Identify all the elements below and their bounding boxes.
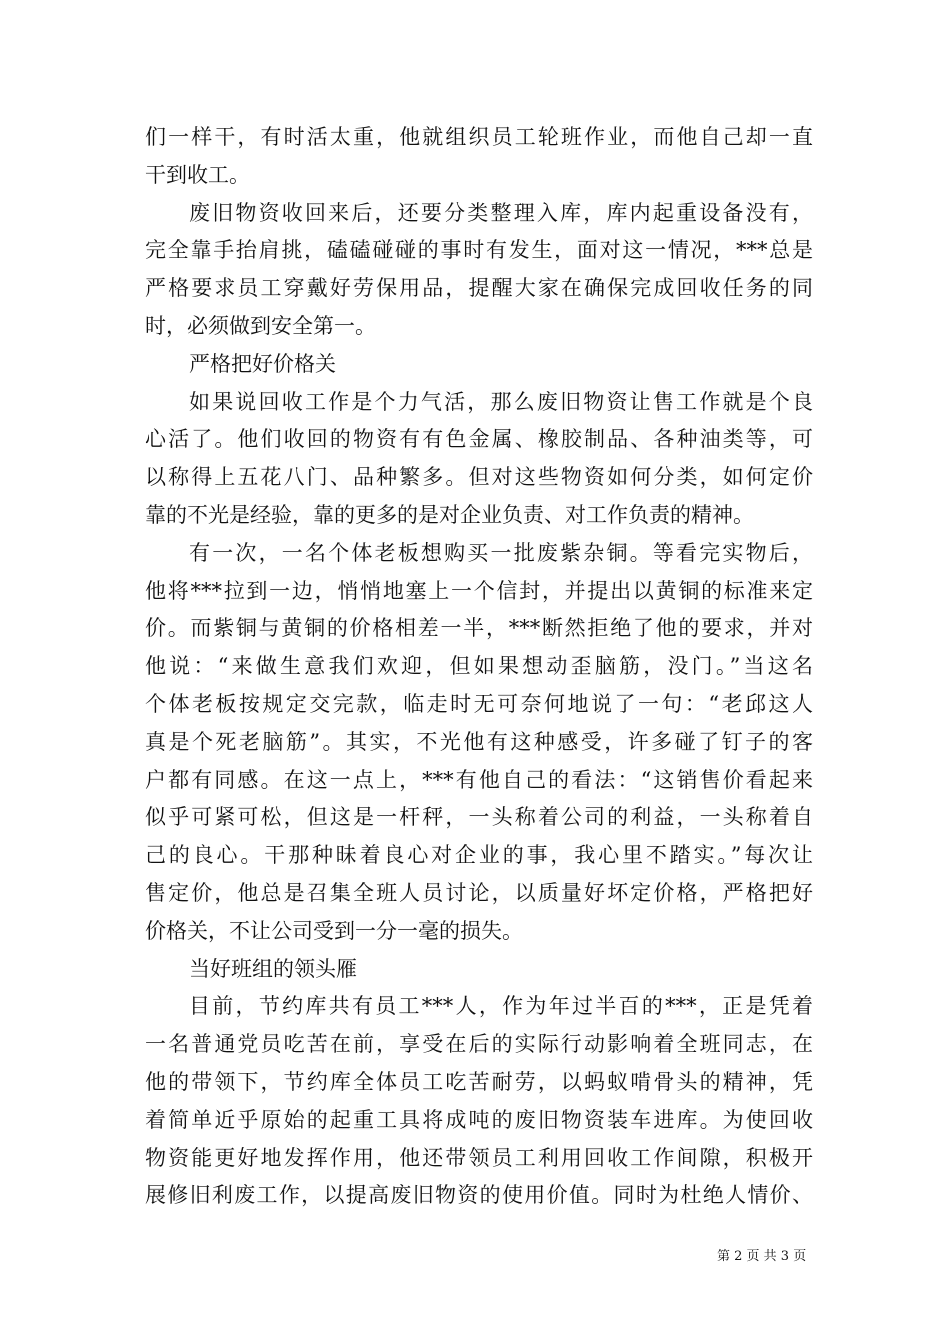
- text-line: 他说：“来做生意我们欢迎，但如果想动歪脑筋，没门。”当这名: [145, 654, 813, 679]
- text-line: 当好班组的领头雁: [189, 956, 357, 981]
- text-line: 如果说回收工作是个力气活，那么废旧物资让售工作就是个良: [189, 389, 813, 414]
- text-line: 价。而紫铜与黄铜的价格相差一半，***断然拒绝了他的要求，并对: [145, 616, 813, 641]
- text-line: 有一次，一名个体老板想购买一批废紫杂铜。等看完实物后，: [189, 540, 813, 565]
- text-line: 他将***拉到一边，悄悄地塞上一个信封，并提出以黄铜的标准来定: [145, 578, 813, 603]
- text-line: 似乎可紧可松，但这是一杆秤，一头称着公司的利益，一头称着自: [145, 805, 813, 830]
- text-line: 时，必须做到安全第一。: [145, 313, 376, 338]
- text-line: 他的带领下，节约库全体员工吃苦耐劳，以蚂蚁啃骨头的精神，凭: [145, 1069, 813, 1094]
- text-line: 严格要求员工穿戴好劳保用品，提醒大家在确保完成回收任务的同: [145, 276, 813, 301]
- text-line: 物资能更好地发挥作用，他还带领员工利用回收工作间隙，积极开: [145, 1145, 813, 1170]
- text-line: 目前，节约库共有员工***人，作为年过半百的***，正是凭着: [189, 994, 813, 1019]
- text-line: 以称得上五花八门、品种繁多。但对这些物资如何分类，如何定价: [145, 465, 813, 490]
- text-line: 们一样干，有时活太重，他就组织员工轮班作业，而他自己却一直: [145, 125, 813, 149]
- text-line: 着简单近乎原始的起重工具将成吨的废旧物资装车进库。为使回收: [145, 1107, 813, 1132]
- text-line: 干到收工。: [145, 162, 250, 187]
- document-body: [145, 119, 813, 1215]
- text-line: 完全靠手抬肩挑，磕磕碰碰的事时有发生，面对这一情况，***总是: [145, 238, 813, 263]
- text-line: 一名普通党员吃苦在前，享受在后的实际行动影响着全班同志，在: [145, 1032, 813, 1057]
- text-line: 靠的不光是经验，靠的更多的是对企业负责、对工作负责的精神。: [145, 502, 754, 527]
- text-line: 售定价，他总是召集全班人员讨论，以质量好坏定价格，严格把好: [145, 880, 813, 905]
- text-line: 价格关，不让公司受到一分一毫的损失。: [145, 918, 523, 943]
- text-line: 心活了。他们收回的物资有有色金属、橡胶制品、各种油类等，可: [145, 427, 813, 452]
- page-number-footer: 第 2 页 共 3 页: [717, 1249, 807, 1264]
- text-line: 真是个死老脑筋”。其实，不光他有这种感受，许多碰了钉子的客: [145, 729, 813, 754]
- text-line: 个体老板按规定交完款，临走时无可奈何地说了一句：“老邱这人: [145, 691, 813, 716]
- text-line: 户都有同感。在这一点上，***有他自己的看法：“这销售价看起来: [145, 767, 813, 792]
- text-line: 展修旧利废工作，以提高废旧物资的使用价值。同时为杜绝人情价、: [145, 1183, 813, 1208]
- text-line: 严格把好价格关: [189, 351, 336, 376]
- text-line: 己的良心。干那种昧着良心对企业的事，我心里不踏实。”每次让: [145, 843, 813, 868]
- text-line: 废旧物资收回来后，还要分类整理入库，库内起重设备没有，: [189, 200, 813, 225]
